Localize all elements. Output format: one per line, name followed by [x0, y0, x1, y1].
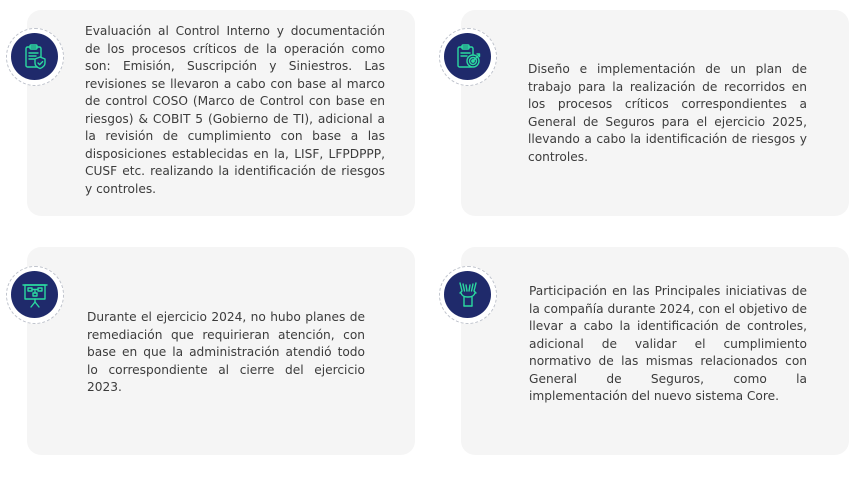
card-initiatives-participation — [461, 247, 849, 455]
card-control-evaluation — [27, 10, 415, 216]
card-remediation-plans — [27, 247, 415, 455]
clipboard-target-icon — [439, 28, 497, 86]
card-text: Participación en las Principales iniciativas de la compañía durante 2024, con el objetivo de llevar a cabo la identificación de controles, adicional de validar el cumplimiento normativo de las mismas relacionados con General de Seguros, como la implementación del nuevo sistema Core. — [529, 284, 807, 403]
card-text: Evaluación al Control Interno y documentación de los procesos críticos de la operación como son: Emisión, Suscripción y Siniestros. Las revisiones se llevaron a cabo con base al marco de control COSO (Marco de Control con base en riesgos) & COBIT 5 (Gobierno de TI), adicional a la revisión de cumplimiento con base a las disposiciones establecidas en la, LISF, LFPDPPP, CUSF etc. realizando la identificación de riesgos y controles. — [85, 24, 385, 196]
card-work-plan — [461, 10, 849, 216]
card-text: Diseño e implementación de un plan de trabajo para la realización de recorridos en los procesos críticos correspondientes a General de Seguros para el ejercicio 2025, llevando a cabo la identificación de riesgos y controles. — [528, 62, 807, 164]
raised-hands-icon — [439, 266, 497, 324]
card-text: Durante el ejercicio 2024, no hubo planes de remediación que requirieran atención, con base en que la administración atendió todo lo correspondiente al cierre del ejercicio 2023. — [87, 310, 365, 394]
clipboard-shield-icon — [6, 28, 64, 86]
presentation-board-icon — [6, 266, 64, 324]
